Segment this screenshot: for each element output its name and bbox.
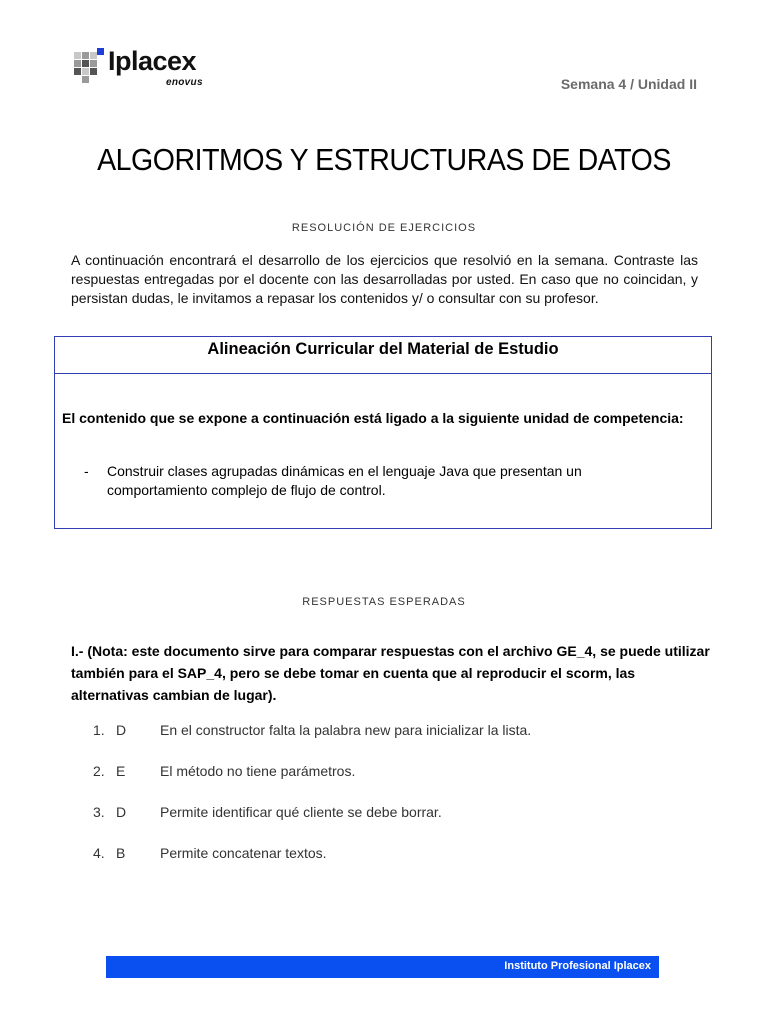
answer-number: 4. bbox=[93, 845, 105, 861]
answer-text: En el constructor falta la palabra new para inicializar la lista. bbox=[160, 722, 532, 738]
section-heading-respuestas: RESPUESTAS ESPERADAS bbox=[302, 596, 466, 608]
answer-number: 3. bbox=[93, 804, 105, 820]
answer-item bbox=[93, 804, 693, 845]
answer-item bbox=[93, 722, 693, 763]
competency-text: Construir clases agrupadas dinámicas en el lenguaje Java que presentan un comportamiento complejo de flujo de control. bbox=[107, 463, 582, 498]
document-title: ALGORITMOS Y ESTRUCTURAS DE DATOS bbox=[97, 142, 671, 177]
bullet-dash: - bbox=[84, 463, 89, 479]
answer-letter: B bbox=[116, 845, 126, 861]
answers-note: I.- (Nota: este documento sirve para comparar respuestas con el archivo GE_4, se puede utilizar también para el SAP_4, pero se debe tomar en cuenta que al reproducir el scorm, las alternativas cambian de lugar). bbox=[71, 643, 710, 703]
answer-item bbox=[93, 763, 693, 804]
answer-letter: D bbox=[116, 804, 127, 820]
iplacex-logo bbox=[74, 48, 214, 94]
logo-subtext: enovus bbox=[166, 77, 203, 88]
intro-paragraph: A continuación encontrará el desarrollo de los ejercicios que resolvió en la semana. Contraste las respuestas entregadas por el docente con las desarrolladas por usted. En caso que no coincidan, y persistan dudas, le invitamos a repasar los contenidos y/ o consultar con su profesor. bbox=[71, 252, 698, 306]
answer-letter: D bbox=[116, 722, 127, 738]
answer-text: Permite identificar qué cliente se debe borrar. bbox=[160, 804, 442, 820]
logo-mark-icon bbox=[74, 48, 104, 80]
week-unit-label: Semana 4 / Unidad II bbox=[560, 76, 697, 92]
answer-item bbox=[93, 845, 693, 886]
logo-text: Iplacex bbox=[108, 46, 197, 76]
answer-list bbox=[93, 722, 693, 886]
answer-text: Permite concatenar textos. bbox=[160, 845, 327, 861]
alignment-lead-text: El contenido que se expone a continuación está ligado a la siguiente unidad de competencia: bbox=[62, 410, 684, 426]
answer-text: El método no tiene parámetros. bbox=[160, 763, 356, 779]
footer-institution: Instituto Profesional Iplacex bbox=[504, 960, 651, 972]
curricular-alignment-box bbox=[54, 336, 712, 529]
answer-letter: E bbox=[116, 763, 126, 779]
section-heading-resolucion: RESOLUCIÓN DE EJERCICIOS bbox=[291, 222, 477, 234]
answer-number: 2. bbox=[93, 763, 105, 779]
answer-number: 1. bbox=[93, 722, 105, 738]
alignment-box-heading: Alineación Curricular del Material de Estudio bbox=[55, 337, 711, 374]
footer-bar bbox=[106, 956, 659, 978]
